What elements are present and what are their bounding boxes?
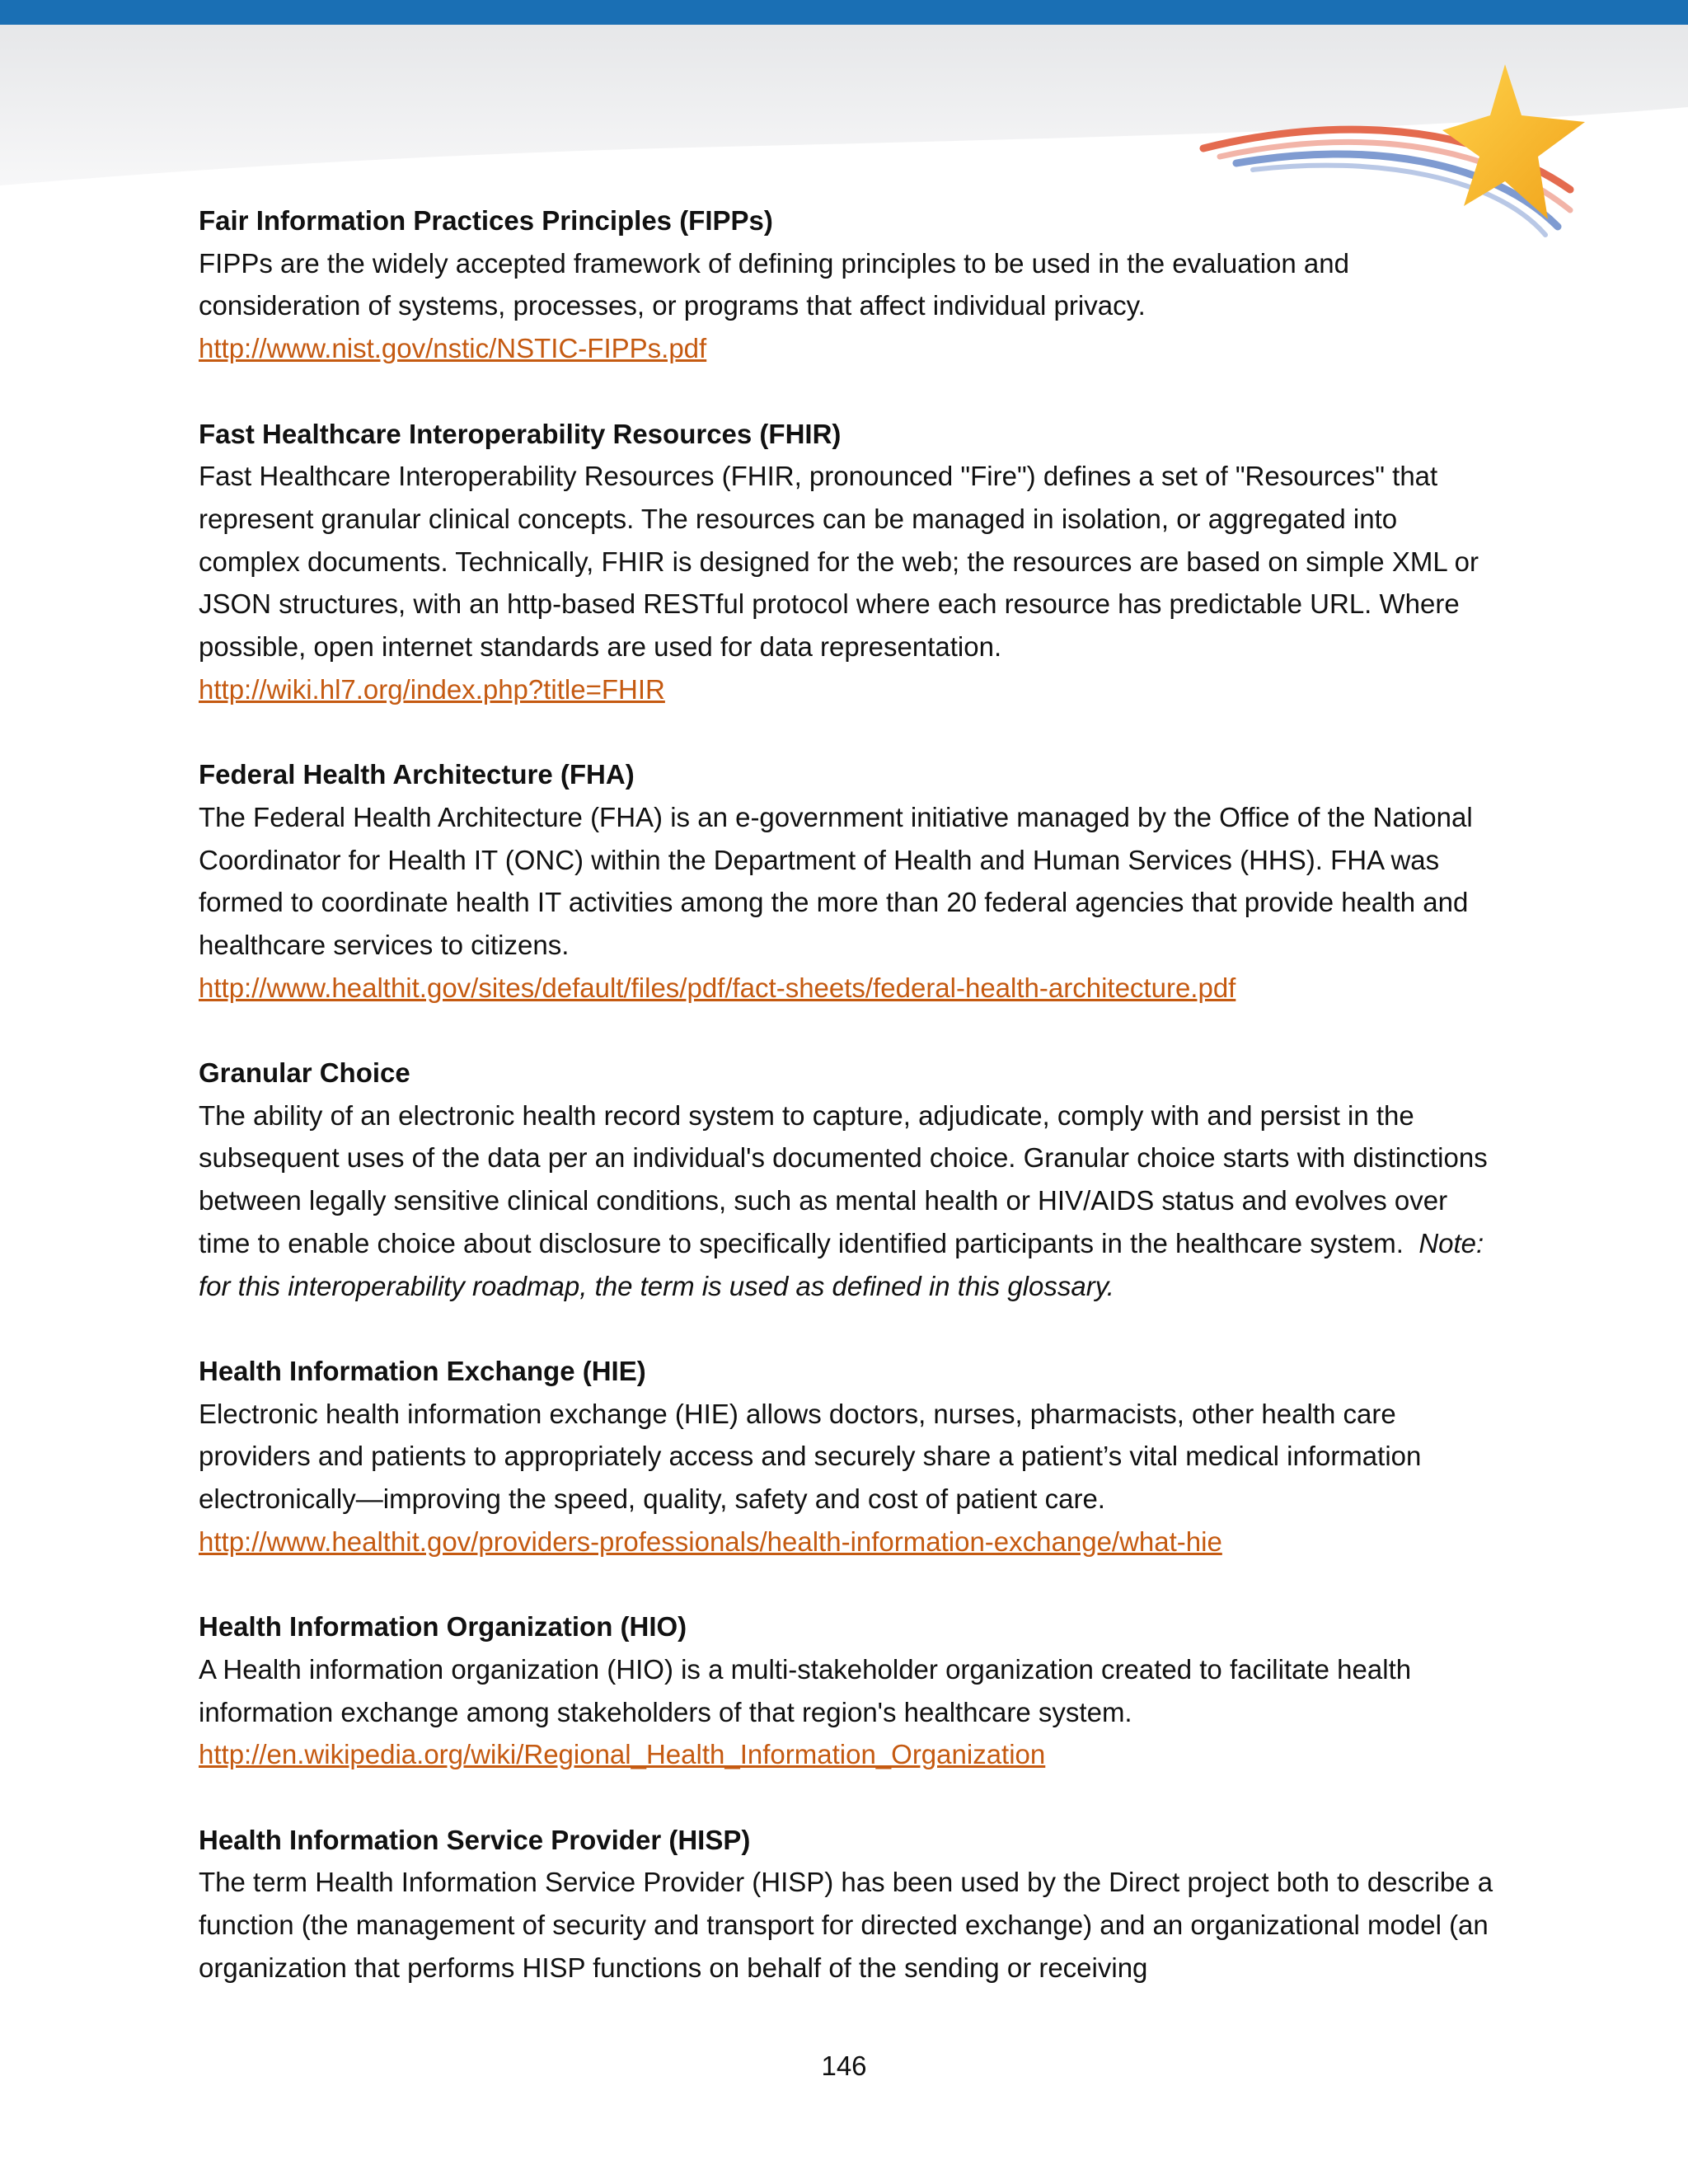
entry-term: Fast Healthcare Interoperability Resources (FHIR) — [199, 418, 842, 449]
entry-link[interactable]: http://wiki.hl7.org/index.php?title=FHIR — [199, 673, 665, 705]
glossary-entry-hie — [199, 1350, 1501, 1563]
entry-term: Federal Health Architecture (FHA) — [199, 759, 635, 790]
entry-term: Health Information Service Provider (HISP) — [199, 1824, 751, 1855]
glossary-entry-hio — [199, 1605, 1501, 1776]
entry-link[interactable]: http://www.healthit.gov/sites/default/files/pdf/fact-sheets/federal-health-architecture.pdf — [199, 972, 1236, 1003]
entry-definition: FIPPs are the widely accepted framework of defining principles to be used in the evaluation and consideration of systems, processes, or programs that affect individual privacy. — [199, 247, 1349, 321]
page-number: 146 — [821, 2050, 867, 2081]
glossary-entry-granular-choice — [199, 1052, 1501, 1307]
glossary-entry-fha — [199, 753, 1501, 1009]
entry-definition: Electronic health information exchange (HIE) allows doctors, nurses, pharmacists, other health care providers and patients to appropriately access and securely share a patient’s vital medical information electronically—improving the speed, quality, safety and cost of patient care. — [199, 1398, 1422, 1515]
entry-term: Fair Information Practices Principles (FIPPs) — [199, 205, 773, 236]
glossary-entry-fipps — [199, 199, 1501, 370]
entry-definition: The term Health Information Service Provider (HISP) has been used by the Direct project both to describe a function (the management of security and transport for directed exchange) and an organizational model (an organization that performs HISP functions on behalf of the sending or receiving — [199, 1867, 1493, 1983]
entry-definition-wrapper — [199, 1094, 1501, 1308]
entry-definition: The Federal Health Architecture (FHA) is an e-government initiative managed by the Office of the National Coordinator for Health IT (ONC) within the Department of Health and Human Services (HHS). FHA was formed to coordinate health IT activities among the more than 20 federal agencies that provide health and healthcare services to citizens. — [199, 801, 1473, 960]
entry-definition: Fast Healthcare Interoperability Resources (FHIR, pronounced "Fire") defines a set of "Resources" that represent granular clinical concepts. The resources can be managed in isolation, or aggregated into complex documents. Technically, FHIR is designed for the web; the resources are based on simple XML or JSON structures, with an http-based RESTful protocol where each resource has predictable URL. Where possible, open internet standards are used for data representation. — [199, 461, 1479, 663]
entry-link[interactable]: http://www.healthit.gov/providers-professionals/health-information-exchange/what-hie — [199, 1526, 1222, 1557]
entry-term: Granular Choice — [199, 1057, 410, 1089]
entry-note: Note: for this interoperability roadmap, the term is used as defined in this glossary. — [199, 1227, 1484, 1301]
entry-term: Health Information Exchange (HIE) — [199, 1355, 646, 1386]
glossary-entry-hisp — [199, 1819, 1501, 1990]
glossary-content — [199, 199, 1501, 2032]
entry-link[interactable]: http://en.wikipedia.org/wiki/Regional_Health_Information_Organization — [199, 1739, 1046, 1770]
entry-term: Health Information Organization (HIO) — [199, 1611, 687, 1643]
glossary-entry-fhir — [199, 413, 1501, 711]
top-banner-bar — [0, 0, 1688, 25]
entry-definition: The ability of an electronic health record system to capture, adjudicate, comply with and persist in the subsequent uses of the data per an individual's documented choice. Granular choice starts with distinctions between legally sensitive clinical conditions, such as mental health or HIV/AIDS status and evolves over time to enable choice about disclosure to specifically identified participants in the healthcare system. — [199, 1099, 1488, 1258]
entry-definition: A Health information organization (HIO) is a multi-stakeholder organization created to facilitate health information exchange among stakeholders of that region's healthcare system. — [199, 1653, 1412, 1727]
entry-link[interactable]: http://www.nist.gov/nstic/NSTIC-FIPPs.pdf — [199, 333, 707, 364]
